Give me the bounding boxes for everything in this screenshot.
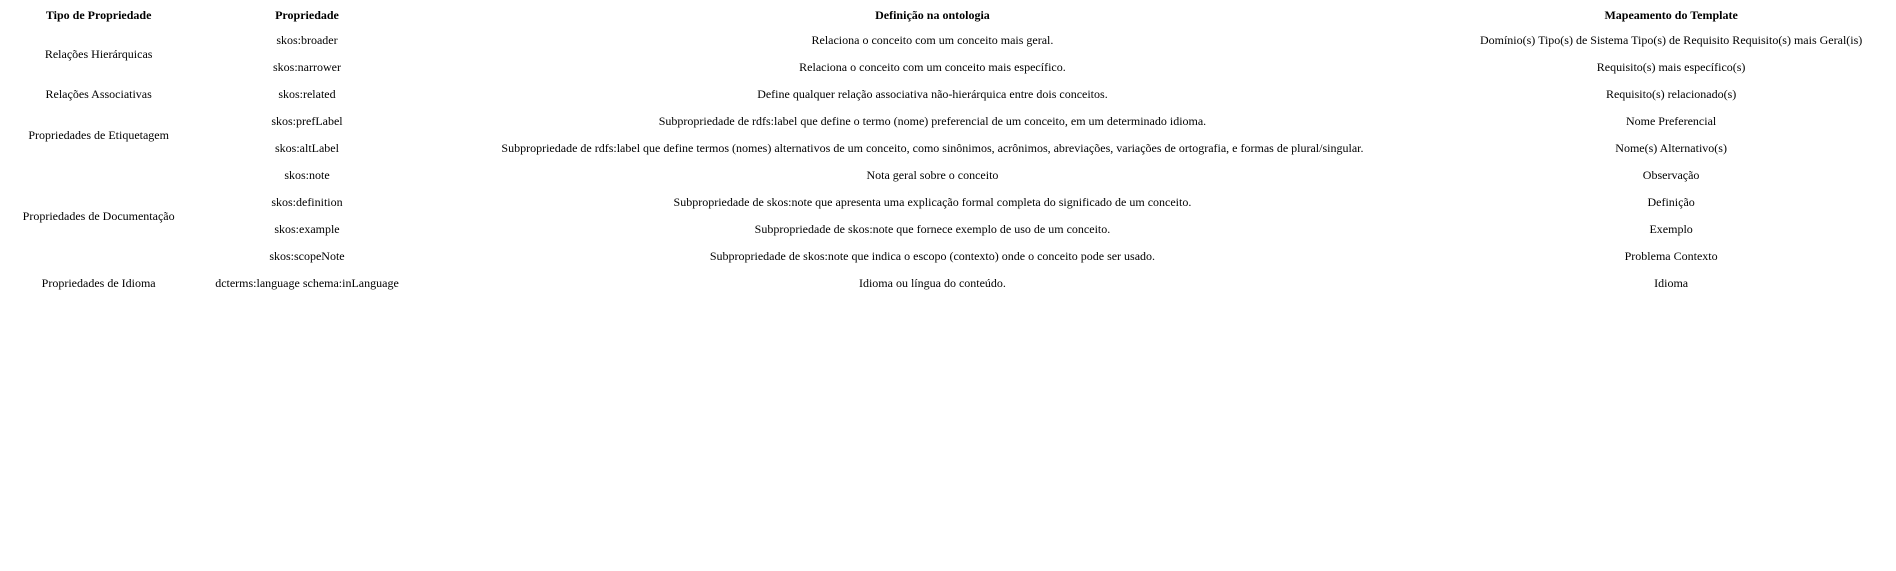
table-row (2, 108, 1896, 135)
cell-tipo-propriedades-de-etiquetagem: Propriedades de Etiquetagem (28, 127, 169, 142)
header-row (2, 5, 1896, 27)
cell-mapeamento: Domínio(s) Tipo(s) de Sistema Tipo(s) de Requisito Requisito(s) mais Geral(is) (1479, 33, 1863, 47)
cell-definicao: Subpropriedade de skos:note que indica o escopo (contexto) onde o conceito pode ser usado. (709, 249, 1156, 263)
cell-tipo-relacoes-hierarquicas: Relações Hierárquicas (44, 46, 153, 61)
table-row (2, 54, 1896, 81)
cell-mapeamento: Observação (1642, 168, 1700, 182)
table-row (2, 243, 1896, 270)
header-definicao-na-ontologia: Definição na ontologia (875, 8, 990, 22)
cell-mapeamento: Nome Preferencial (1625, 114, 1717, 128)
cell-mapeamento: Problema Contexto (1624, 249, 1718, 263)
cell-definicao: Subpropriedade de rdfs:label que define termos (nomes) alternativos de um conceito, como sinônimos, acrônimos, abreviações, variações de ortografia, e formas de plural/singular. (501, 141, 1364, 155)
header-mapeamento-do-template: Mapeamento do Template (1604, 8, 1738, 22)
cell-definicao: Relaciona o conceito com um conceito mais geral. (811, 33, 1054, 47)
table-body (2, 27, 1896, 297)
cell-mapeamento: Exemplo (1649, 222, 1693, 236)
cell-propriedade: skos:definition (271, 195, 343, 209)
cell-mapeamento: Requisito(s) relacionado(s) (1605, 87, 1737, 101)
cell-definicao: Relaciona o conceito com um conceito mais específico. (799, 60, 1066, 74)
table-row (2, 81, 1896, 108)
table-header (2, 5, 1896, 27)
cell-mapeamento: Idioma (1654, 276, 1689, 290)
table-row (2, 270, 1896, 297)
cell-definicao: Subpropriedade de skos:note que fornece exemplo de uso de um conceito. (754, 222, 1111, 236)
cell-definicao: Subpropriedade de skos:note que apresenta uma explicação formal completa do significado de um conceito. (673, 195, 1192, 209)
cell-propriedade: skos:broader (276, 33, 338, 47)
table-row (2, 135, 1896, 162)
cell-tipo-propriedades-de-idioma: Propriedades de Idioma (41, 276, 156, 290)
cell-propriedade: skos:narrower (272, 60, 341, 74)
cell-definicao: Nota geral sobre o conceito (866, 168, 999, 182)
cell-tipo-propriedades-de-documentacao: Propriedades de Documentação (22, 208, 175, 223)
cell-propriedade: skos:scopeNote (269, 249, 345, 263)
cell-propriedade: skos:prefLabel (271, 114, 343, 128)
table-row (2, 216, 1896, 243)
cell-definicao: Define qualquer relação associativa não-hierárquica entre dois conceitos. (757, 87, 1108, 101)
cell-definicao: Subpropriedade de rdfs:label que define o termo (nome) preferencial de um conceito, em um determinado idioma. (658, 114, 1207, 128)
table-row (2, 162, 1896, 189)
cell-tipo-relacoes-associativas: Relações Associativas (45, 87, 152, 101)
cell-mapeamento: Definição (1647, 195, 1695, 209)
table-row (2, 189, 1896, 216)
header-tipo-de-propriedade: Tipo de Propriedade (45, 8, 152, 22)
cell-mapeamento: Requisito(s) mais específico(s) (1596, 60, 1746, 74)
cell-mapeamento: Nome(s) Alternativo(s) (1615, 141, 1727, 155)
cell-propriedade: skos:altLabel (274, 141, 339, 155)
cell-propriedade: dcterms:language schema:inLanguage (215, 276, 399, 290)
cell-propriedade: skos:related (278, 87, 336, 101)
cell-propriedade: skos:note (284, 168, 330, 182)
ontology-table (2, 5, 1896, 297)
cell-propriedade: skos:example (274, 222, 340, 236)
cell-definicao: Idioma ou língua do conteúdo. (858, 276, 1006, 290)
header-propriedade: Propriedade (275, 8, 339, 22)
table-row (2, 27, 1896, 54)
